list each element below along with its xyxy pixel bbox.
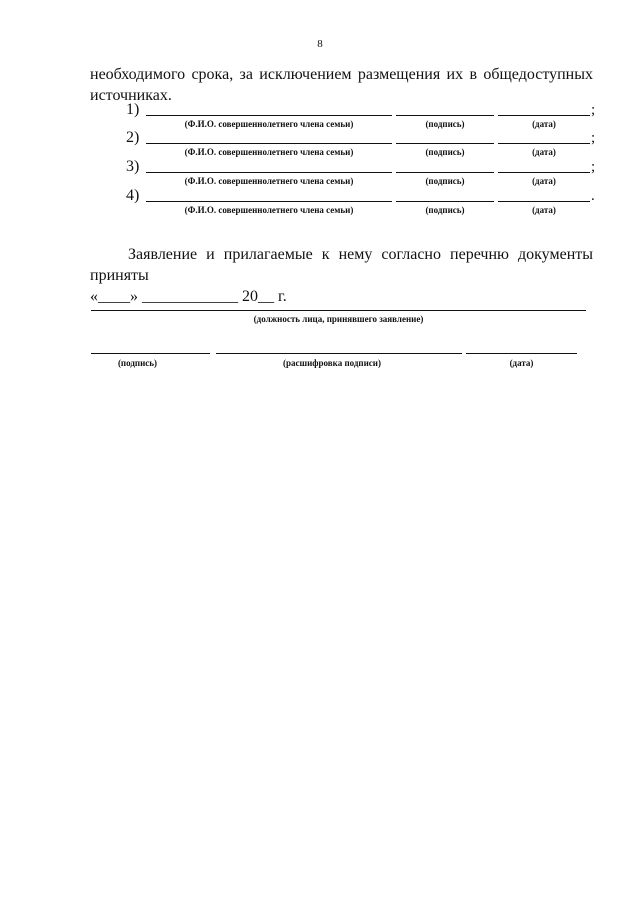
- page-number: 8: [317, 38, 323, 50]
- name-line[interactable]: [146, 201, 392, 202]
- name-line[interactable]: [146, 143, 392, 144]
- paragraph-line-1: необходимого срока, за исключением размещения их в общедоступных: [90, 66, 593, 83]
- acceptance-line-1: Заявление и прилагаемые к нему согласно перечню документы приняты: [90, 246, 593, 284]
- date-line[interactable]: [498, 201, 590, 202]
- row-number: 1): [126, 101, 140, 118]
- date-line[interactable]: [498, 115, 590, 116]
- signature-line[interactable]: [396, 115, 494, 116]
- signature-decode-caption: (расшифровка подписи): [283, 358, 381, 368]
- row-end-punctuation: ;: [591, 102, 596, 118]
- name-line[interactable]: [146, 115, 392, 116]
- signature-line[interactable]: [396, 172, 494, 173]
- acceptance-paragraph: [90, 244, 593, 307]
- official-date-line[interactable]: [466, 353, 577, 354]
- name-caption: (Ф.И.О. совершеннолетнего члена семьи): [184, 205, 354, 215]
- row-end-punctuation: .: [591, 188, 595, 204]
- date-caption: (дата): [532, 119, 556, 129]
- signature-caption: (подпись): [425, 119, 465, 129]
- row-end-punctuation: ;: [591, 159, 596, 175]
- family-member-signature-row: [90, 129, 596, 157]
- official-signature-line[interactable]: [91, 353, 210, 354]
- date-line[interactable]: [498, 172, 590, 173]
- official-position-line[interactable]: [91, 310, 586, 311]
- name-caption: (Ф.И.О. совершеннолетнего члена семьи): [184, 176, 354, 186]
- date-caption: (дата): [532, 147, 556, 157]
- signature-decode-line[interactable]: [216, 353, 462, 354]
- row-number: 3): [126, 158, 140, 175]
- family-member-signature-row: [90, 187, 595, 215]
- name-caption: (Ф.И.О. совершеннолетнего члена семьи): [184, 119, 354, 129]
- name-line[interactable]: [146, 172, 392, 173]
- signature-caption: (подпись): [425, 176, 465, 186]
- row-end-punctuation: ;: [591, 130, 596, 146]
- row-number: 4): [126, 187, 140, 204]
- official-position-caption: (должность лица, принявшего заявление): [253, 314, 424, 324]
- signature-caption: (подпись): [425, 147, 465, 157]
- official-date-caption: (дата): [509, 358, 534, 368]
- name-caption: (Ф.И.О. совершеннолетнего члена семьи): [184, 147, 354, 157]
- date-caption: (дата): [532, 176, 556, 186]
- row-number: 2): [126, 129, 140, 146]
- family-member-signature-row: [90, 158, 596, 186]
- signature-line[interactable]: [396, 143, 494, 144]
- date-caption: (дата): [532, 205, 556, 215]
- paragraph-line-2: источниках.: [90, 87, 172, 104]
- acceptance-date-line[interactable]: «____» ____________ 20__ г.: [90, 288, 287, 305]
- paragraph-continuation: [90, 64, 593, 106]
- signature-caption: (подпись): [425, 205, 465, 215]
- family-member-signature-row: [90, 101, 596, 129]
- official-signature-caption: (подпись): [117, 358, 158, 368]
- date-line[interactable]: [498, 143, 590, 144]
- signature-line[interactable]: [396, 201, 494, 202]
